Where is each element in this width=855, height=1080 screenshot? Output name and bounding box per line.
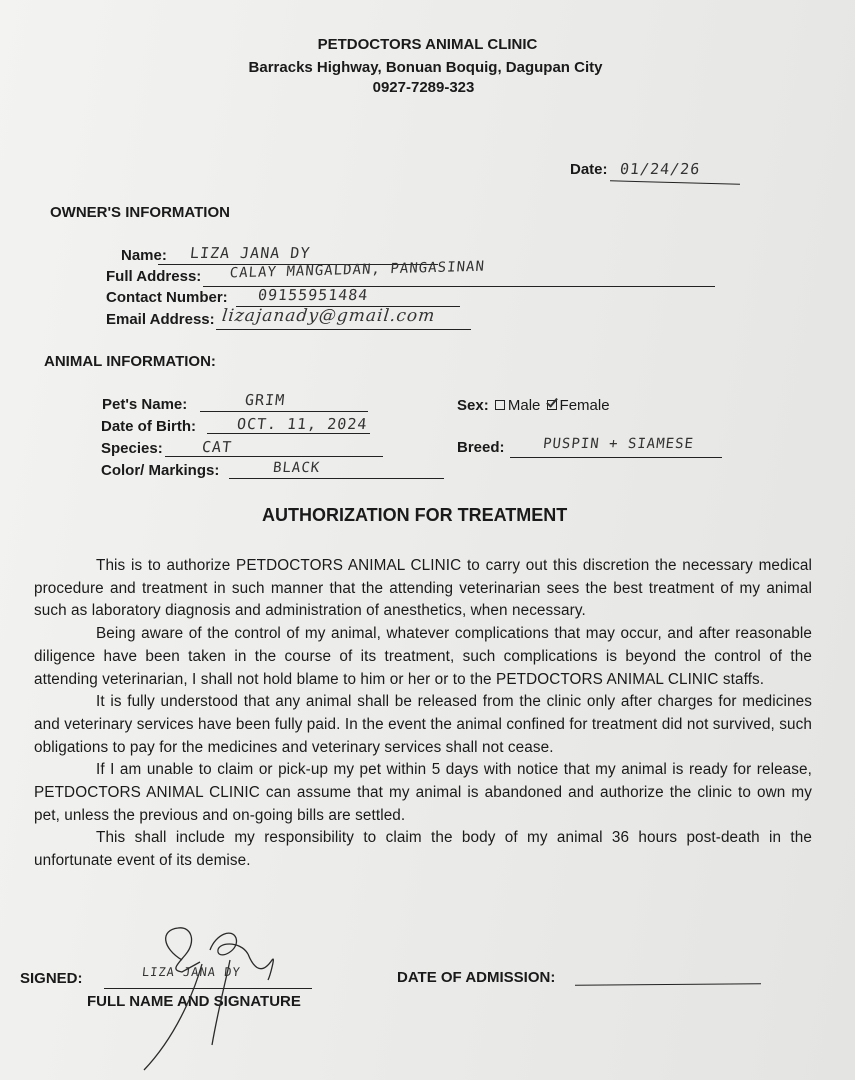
authorization-paragraph: Being aware of the control of my animal, whatever complications that may occur, and after reasonable diligence have been taken in the course of its treatment, such complications is beyond the control of the attending veterinarian, I shall not hold blame to him or her or to the PETDOCTORS ANIMAL CLINIC staffs. xyxy=(34,625,812,688)
dob-value: OCT. 11, 2024 xyxy=(236,415,369,433)
sex-label: Sex: xyxy=(457,397,489,414)
date-label: Date: xyxy=(570,161,608,178)
owner-email-value: lizajanady@gmail.com xyxy=(220,306,437,326)
authorization-paragraph: This is to authorize PETDOCTORS ANIMAL CLINIC to carry out this discretion the necessary medical procedure and treatment in such manner that the attending veterinarian sees the best treatment of my animal such as laboratory diagnosis and administration of anesthetics, when necessary. xyxy=(34,557,812,620)
dob-label: Date of Birth: xyxy=(101,418,196,435)
signature-caption: FULL NAME AND SIGNATURE xyxy=(87,993,301,1010)
date-line xyxy=(610,180,740,184)
owner-name-label: Name: xyxy=(121,247,167,264)
sex-male-label: Male xyxy=(507,397,541,414)
sex-male-checkbox[interactable] xyxy=(495,400,505,410)
signed-name: LIZA JANA DY xyxy=(141,965,242,979)
owner-section-title: OWNER'S INFORMATION xyxy=(50,204,230,221)
breed-label: Breed: xyxy=(457,439,505,456)
admission-label: DATE OF ADMISSION: xyxy=(397,969,556,986)
sex-female-checkbox[interactable] xyxy=(547,400,557,410)
clinic-address: Barracks Highway, Bonuan Boquig, Dagupan City xyxy=(248,59,603,76)
signed-label: SIGNED: xyxy=(20,970,83,987)
color-label: Color/ Markings: xyxy=(101,462,220,479)
signature-scribble xyxy=(120,920,320,1080)
clinic-phone: 0927-7289-323 xyxy=(372,79,475,96)
dob-line xyxy=(207,433,370,434)
authorization-title: AUTHORIZATION FOR TREATMENT xyxy=(262,505,568,525)
owner-email-line xyxy=(216,329,471,330)
clinic-name: PETDOCTORS ANIMAL CLINIC xyxy=(317,36,538,53)
owner-contact-value: 09155951484 xyxy=(257,286,370,304)
breed-value: PUSPIN + SIAMESE xyxy=(542,436,695,452)
authorization-body xyxy=(34,555,812,873)
color-line xyxy=(229,478,444,479)
owner-email-label: Email Address: xyxy=(106,311,215,328)
animal-section-title: ANIMAL INFORMATION: xyxy=(44,353,216,370)
species-value: CAT xyxy=(201,438,234,456)
breed-line xyxy=(510,457,722,458)
owner-address-value: CALAY MANGALDAN, PANGASINAN xyxy=(229,258,486,282)
date-value: 01/24/26 xyxy=(619,160,702,178)
species-line xyxy=(165,456,383,457)
sex-female-label: Female xyxy=(559,397,610,414)
color-value: BLACK xyxy=(272,460,321,476)
pet-name-line xyxy=(200,411,368,412)
authorization-paragraph: If I am unable to claim or pick-up my pet within 5 days with notice that my animal is ready for release, PETDOCTORS ANIMAL CLINIC can assume that my animal is abandoned and authorize the clinic to own my pet, unless the previous and on-going bills are settled. xyxy=(34,761,812,824)
owner-name-value: LIZA JANA DY xyxy=(189,244,312,262)
authorization-paragraph: This shall include my responsibility to claim the body of my animal 36 hours post-death in the unfortunate event of its demise. xyxy=(34,829,812,870)
owner-contact-label: Contact Number: xyxy=(106,289,228,306)
admission-line xyxy=(575,983,761,986)
authorization-paragraph: It is fully understood that any animal shall be released from the clinic only after charges for medicines and veterinary services have been fully paid. In the event the animal confined for treatment did not survived, such obligations to pay for the medicines and veterinary services shall not cease. xyxy=(34,693,812,756)
species-label: Species: xyxy=(101,440,163,457)
owner-address-label: Full Address: xyxy=(106,268,202,285)
sex-field xyxy=(457,397,610,414)
pet-name-value: GRIM xyxy=(244,391,287,409)
pet-name-label: Pet's Name: xyxy=(102,396,188,413)
